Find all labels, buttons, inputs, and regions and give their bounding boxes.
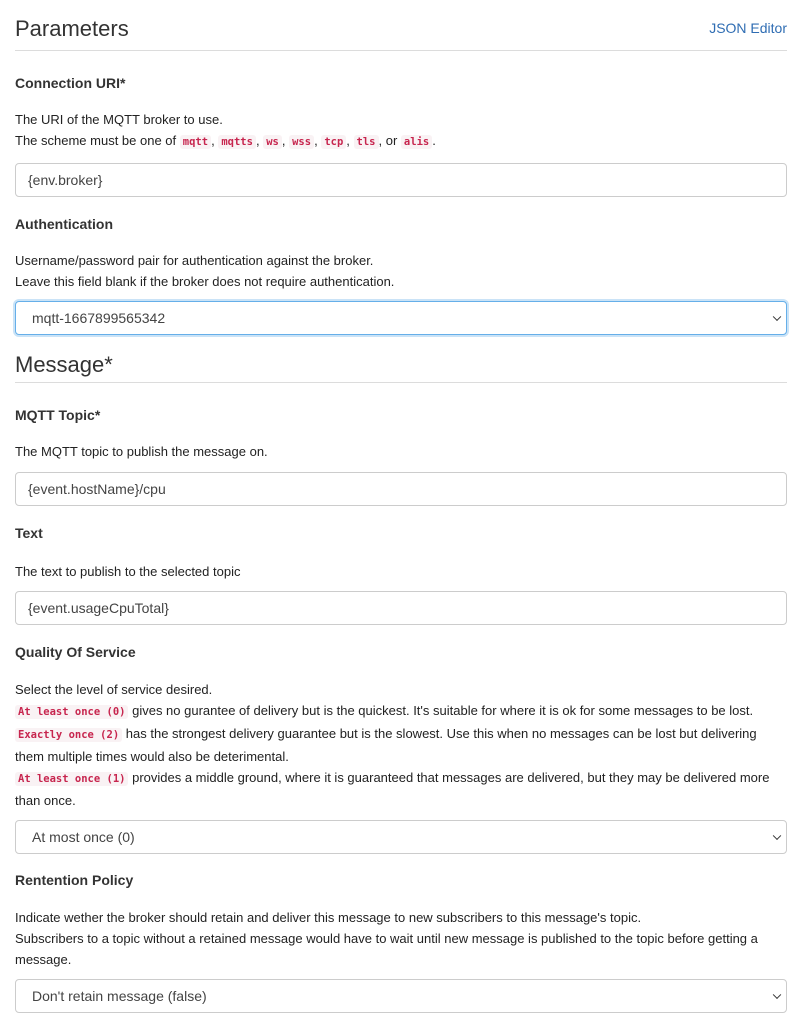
authentication-help-line1: Username/password pair for authentication against the broker.: [15, 253, 374, 268]
authentication-select[interactable]: [15, 301, 787, 335]
mqtt-topic-input[interactable]: {event.hostName}/cpu: [15, 472, 787, 506]
retention-help-line2: Subscribers to a topic without a retained message would have to wait until new message is published to the topic before getting a message.: [15, 931, 758, 967]
qos-field: [15, 644, 787, 854]
mqtt-topic-field: [15, 407, 787, 506]
qos-code: At least once (0): [15, 705, 128, 719]
page-title: Parameters: [15, 16, 129, 41]
authentication-help-line2: Leave this field blank if the broker does not require authentication.: [15, 274, 395, 289]
connection-uri-field: [15, 75, 787, 197]
connection-uri-input[interactable]: {env.broker}: [15, 163, 787, 197]
qos-help-option-1: [15, 767, 787, 811]
chevron-down-icon: [773, 313, 781, 321]
chevron-down-icon: [773, 991, 781, 999]
qos-option-text: provides a middle ground, where it is guaranteed that messages are delivered, but they may be delivered more than once.: [15, 770, 770, 808]
text-input[interactable]: {event.usageCpuTotal}: [15, 591, 787, 625]
qos-code: Exactly once (2): [15, 728, 122, 742]
qos-label: Quality Of Service: [15, 644, 136, 660]
authentication-help: [15, 250, 787, 292]
qos-code: At least once (1): [15, 772, 128, 786]
scheme-separator: ,: [346, 133, 350, 148]
qos-help-option-2: [15, 723, 787, 767]
qos-select[interactable]: [15, 820, 787, 854]
scheme-code: tls: [354, 135, 379, 149]
scheme-code: wss: [289, 135, 314, 149]
authentication-selected-value: mqtt-1667899565342: [32, 310, 166, 326]
qos-help: [15, 679, 787, 811]
chevron-down-icon: [773, 832, 781, 840]
qos-selected-value: At most once (0): [32, 829, 135, 845]
text-help-line: The text to publish to the selected topic: [15, 564, 241, 579]
scheme-code: mqtts: [218, 135, 256, 149]
qos-help-intro: Select the level of service desired.: [15, 682, 213, 697]
json-editor-link[interactable]: JSON Editor: [709, 20, 787, 36]
scheme-separator: ,: [255, 133, 260, 148]
scheme-code: tcp: [321, 135, 346, 149]
message-header: [15, 335, 787, 383]
connection-uri-help-line2: [15, 130, 787, 153]
retention-help: [15, 907, 787, 970]
retention-select[interactable]: [15, 979, 787, 1013]
scheme-code: mqtt: [180, 135, 211, 149]
qos-option-text: has the strongest delivery guarantee but is the slowest. Use this when no messages can be lost but delivering them multiple times would also be deterimental.: [15, 726, 757, 764]
retention-selected-value: Don't retain message (false): [32, 988, 207, 1004]
text-field: [15, 525, 787, 625]
connection-uri-label: Connection URI*: [15, 75, 126, 91]
scheme-period: .: [432, 133, 436, 148]
mqtt-topic-help: [15, 441, 787, 462]
retention-label: Rentention Policy: [15, 872, 134, 888]
text-help: [15, 561, 787, 582]
connection-uri-help-line1: The URI of the MQTT broker to use.: [15, 112, 223, 127]
scheme-prefix: The scheme must be one of: [15, 133, 177, 148]
message-section-title: Message*: [15, 352, 113, 377]
text-label: Text: [15, 525, 43, 541]
scheme-or: , or: [378, 133, 398, 148]
scheme-separator: ,: [281, 133, 286, 148]
authentication-label: Authentication: [15, 216, 113, 232]
qos-option-text: gives no gurantee of delivery but is the quickest. It's suitable for where it is ok for some messages to be lost.: [132, 703, 754, 718]
qos-help-option-0: [15, 700, 787, 723]
scheme-code: alis: [401, 135, 432, 149]
retention-field: [15, 872, 787, 1013]
scheme-separator: ,: [211, 133, 215, 148]
parameters-header: [15, 0, 787, 51]
connection-uri-help: [15, 109, 787, 153]
mqtt-topic-help-line: The MQTT topic to publish the message on.: [15, 444, 268, 459]
authentication-field: [15, 216, 787, 335]
scheme-code: ws: [263, 135, 282, 149]
scheme-separator: ,: [314, 133, 318, 148]
retention-help-line1: Indicate wether the broker should retain and deliver this message to new subscribers to this message's topic.: [15, 910, 642, 925]
mqtt-topic-label: MQTT Topic*: [15, 407, 101, 423]
